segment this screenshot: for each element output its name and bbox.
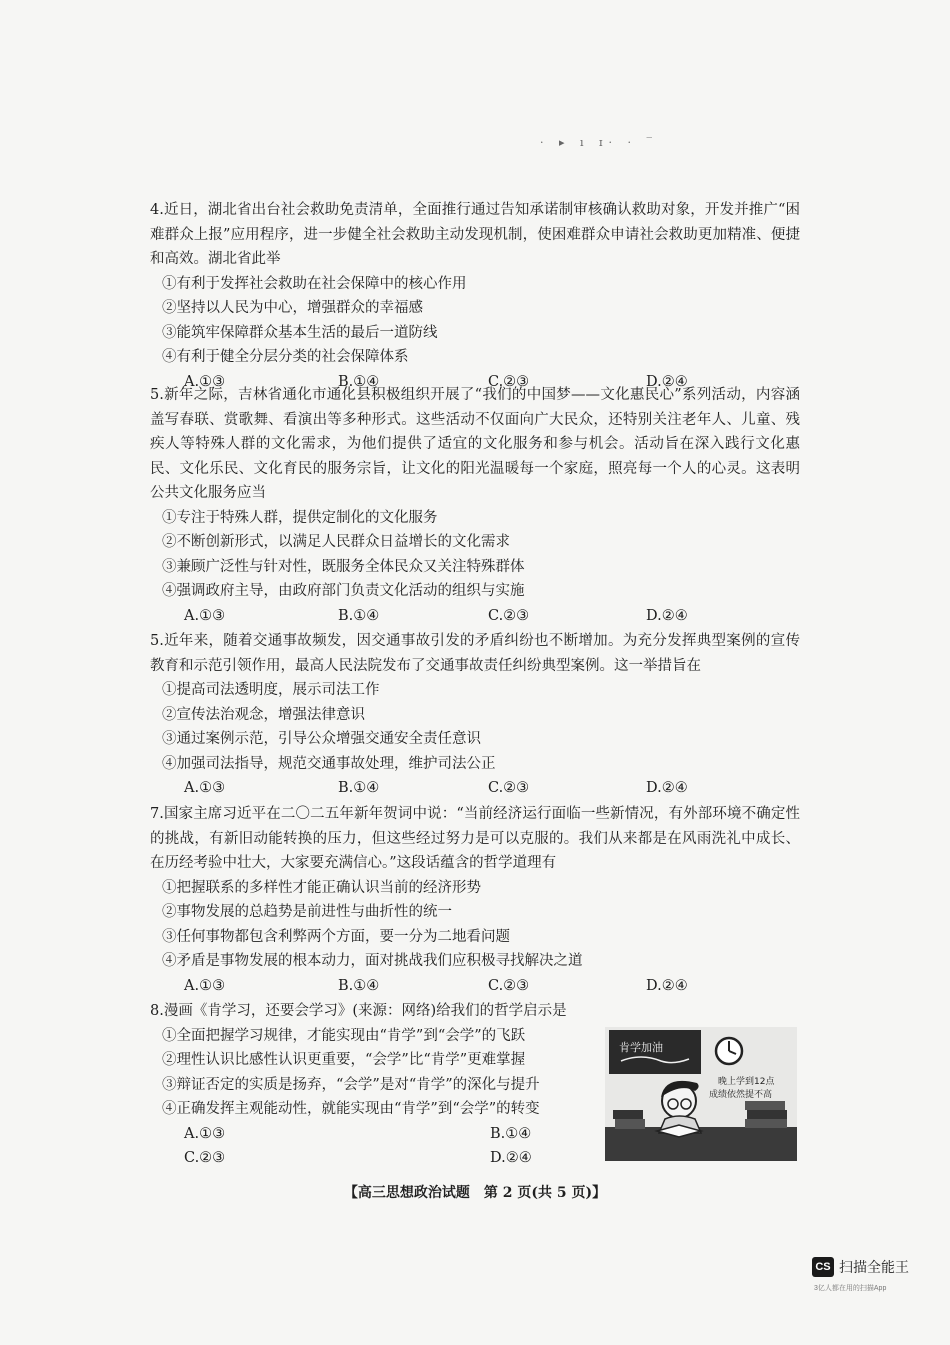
scanner-watermark <box>812 1257 909 1277</box>
choice-a: A.①③ <box>184 607 226 624</box>
question-8-option-2: ②理性认识比感性认识更重要，“会学”比“肯学”更难掌握 <box>162 1052 526 1068</box>
question-8-option-3: ③辩证否定的实质是扬弃，“会学”是对“肯学”的深化与提升 <box>162 1076 540 1093</box>
question-5 <box>150 383 800 628</box>
question-7-option-1: ①把握联系的多样性才能正确认识当前的经济形势 <box>162 879 481 896</box>
caption-line-2: 成绩依然提不高 <box>709 1090 773 1100</box>
question-8-option-4: ④正确发挥主观能动性，就能实现由“肯学”到“会学”的转变 <box>162 1101 540 1117</box>
choice-d: D.②④ <box>490 1150 532 1166</box>
question-6-option-3: ③通过案例示范，引导公众增强交通安全责任意识 <box>162 731 481 747</box>
choice-c: C.②③ <box>488 780 530 796</box>
cartoon-illustration <box>605 1027 797 1161</box>
book-stack-right-1 <box>745 1101 785 1110</box>
question-4-option-3: ③能筑牢保障群众基本生活的最后一道防线 <box>162 324 438 341</box>
question-6 <box>150 629 800 801</box>
question-6-choices <box>150 776 800 801</box>
choice-c: C.②③ <box>488 607 530 624</box>
question-7 <box>150 802 800 998</box>
question-5-option-4: ④强调政府主导，由政府部门负责文化活动的组织与实施 <box>162 583 525 599</box>
question-5-option-2: ②不断创新形式，以满足人民群众日益增长的文化需求 <box>162 534 510 550</box>
choice-c: C.②③ <box>488 977 530 994</box>
question-5-stem: 5.新年之际，吉林省通化市通化县积极组织开展了“我们的中国梦——文化惠民心”系列活动，内容涵盖写春联、赏歌舞、看演出等多种形式。这些活动不仅面向广大民众，还特别关注老年人、儿童、残疾人等特殊人群的文化需求，为他们提供了适宜的文化服务和参与机会。活动旨在深入践行文化惠民、文化乐民、文化育民的服务宗旨，让文化的阳光温暖每一个家庭，照亮每一个人的心灵。这表明公共文化服务应当 <box>150 387 800 501</box>
choice-b: B.①④ <box>490 1125 532 1142</box>
choice-d: D.②④ <box>646 780 688 796</box>
choice-d: D.②④ <box>646 977 688 994</box>
choice-b: B.①④ <box>338 780 380 796</box>
choice-d: D.②④ <box>646 373 688 390</box>
question-7-choices <box>150 974 800 999</box>
question-5-option-1: ①专注于特殊人群，提供定制化的文化服务 <box>162 509 438 526</box>
choice-a: A.①③ <box>184 373 226 390</box>
question-8-option-1: ①全面把握学习规律，才能实现由“肯学”到“会学”的飞跃 <box>162 1027 526 1044</box>
question-8 <box>150 999 610 1171</box>
question-6-stem: 5.近年来，随着交通事故频发，因交通事故引发的矛盾纠纷也不断增加。为充分发挥典型案例的宣传教育和示范引领作用，最高人民法院发布了交通事故责任纠纷典型案例。这一举措旨在 <box>150 633 800 674</box>
question-7-option-4: ④矛盾是事物发展的根本动力，面对挑战我们应积极寻找解决之道 <box>162 953 583 969</box>
page-header-mark: · ▸ ı ɪ· · ‾ <box>540 136 659 149</box>
question-5-choices <box>150 604 800 629</box>
choice-a: A.①③ <box>184 977 226 994</box>
page-footer: 【高三思想政治试题 第 2 页(共 5 页)】 <box>343 1185 607 1201</box>
book-stack-left-top <box>613 1110 643 1119</box>
question-8-choices-row-2 <box>150 1146 610 1171</box>
book-stack-right-2 <box>747 1110 787 1119</box>
question-6-option-4: ④加强司法指导，规范交通事故处理，维护司法公正 <box>162 755 496 772</box>
question-4-option-2: ②坚持以人民为中心，增强群众的幸福感 <box>162 300 423 316</box>
camscanner-badge-icon: CS <box>812 1257 834 1277</box>
question-6-option-2: ②宣传法治观念，增强法律意识 <box>162 706 365 723</box>
choice-a: A.①③ <box>184 780 226 796</box>
choice-b: B.①④ <box>338 977 380 994</box>
choice-b: B.①④ <box>338 607 380 624</box>
choice-b: B.①④ <box>338 373 380 390</box>
question-5-option-3: ③兼顾广泛性与针对性，既服务全体民众又关注特殊群体 <box>162 558 525 575</box>
book-stack-left <box>615 1119 645 1129</box>
question-4-option-4: ④有利于健全分层分类的社会保障体系 <box>162 349 409 365</box>
question-8-choices-row-1 <box>150 1122 610 1147</box>
choice-a: A.①③ <box>184 1125 226 1142</box>
question-4-option-1: ①有利于发挥社会救助在社会保障中的核心作用 <box>162 275 467 292</box>
caption-line-1: 晚上学到12点 <box>718 1077 775 1087</box>
question-7-option-2: ②事物发展的总趋势是前进性与曲折性的统一 <box>162 904 452 920</box>
camscanner-name: 扫描全能王 <box>839 1259 909 1275</box>
question-7-stem: 7.国家主席习近平在二〇二五年新年贺词中说：“当前经济运行面临一些新情况，有外部环境不确定性的挑战，有新旧动能转换的压力，但这些经过努力是可以克服的。我们从来都是在风雨洗礼中成长、在历经考验中壮大，大家要充满信心。”这段话蕴含的哲学道理有 <box>150 806 800 871</box>
book-stack-right-3 <box>745 1119 787 1128</box>
question-8-stem: 8.漫画《肯学习，还要会学习》(来源：网络)给我们的哲学启示是 <box>150 1003 567 1019</box>
question-4 <box>150 198 800 394</box>
question-6-option-1: ①提高司法透明度，展示司法工作 <box>162 682 380 698</box>
question-7-option-3: ③任何事物都包含利弊两个方面，要一分为二地看问题 <box>162 928 510 945</box>
camscanner-tagline: 3亿人都在用的扫描App <box>814 1285 887 1292</box>
choice-c: C.②③ <box>184 1150 226 1166</box>
choice-c: C.②③ <box>488 373 530 390</box>
blackboard-text: 肯学加油 <box>619 1041 663 1054</box>
choice-d: D.②④ <box>646 607 688 624</box>
question-4-stem: 4.近日，湖北省出台社会救助免责清单，全面推行通过告知承诺制审核确认救助对象，开发并推广“困难群众上报”应用程序，进一步健全社会救助主动发现机制，使困难群众申请社会救助更加精准、便捷和高效。湖北省此举 <box>150 202 800 267</box>
